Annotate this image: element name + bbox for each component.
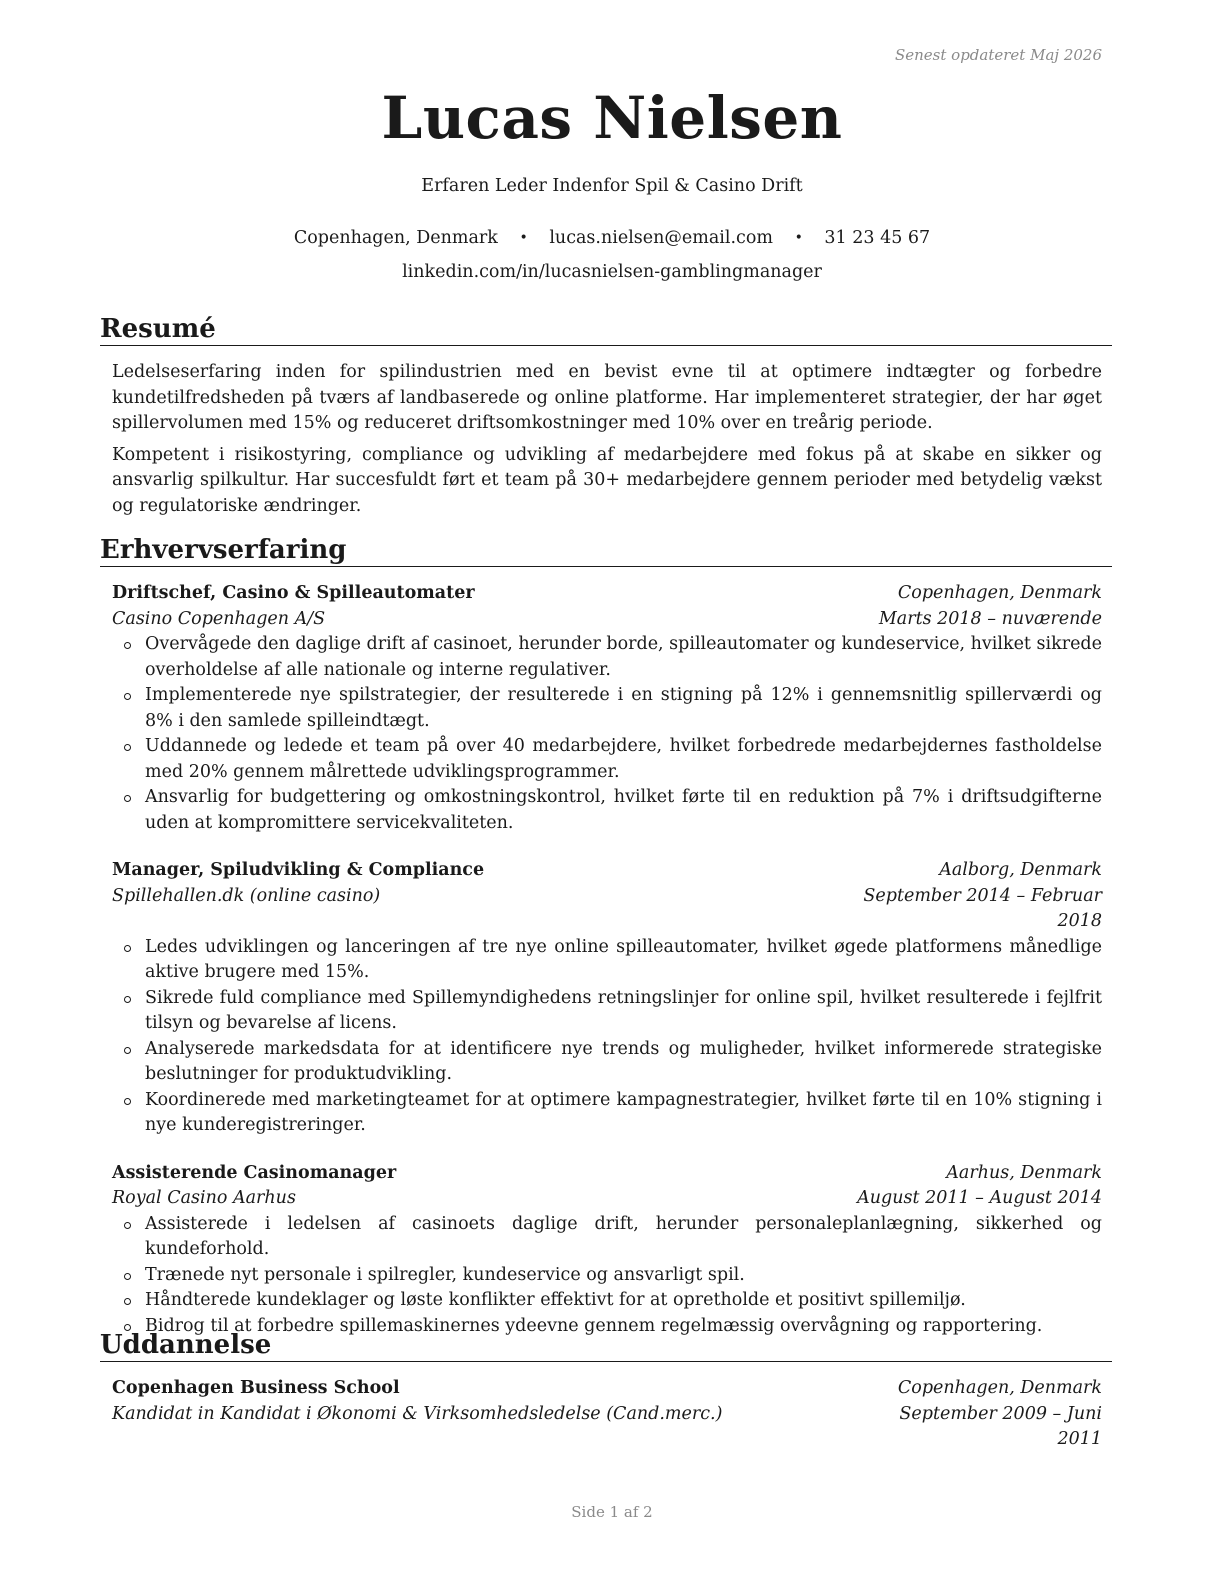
contact-linkedin[interactable]: linkedin.com/in/lucasnielsen-gamblingmanager: [402, 262, 822, 282]
list-item: Trænede nyt personale i spilregler, kundeservice og ansvarligt spil.: [112, 1263, 1102, 1289]
section-heading-experience: Erhvervserfaring: [100, 535, 1112, 567]
list-item: Håndterede kundeklager og løste konflikter effektivt for at opretholde et positivt spillemiljø.: [112, 1288, 1102, 1314]
job-location: Aalborg, Denmark: [939, 860, 1102, 880]
experience-section: [100, 535, 1112, 1339]
list-item: Koordinerede med marketingteamet for at optimere kampagnestrategier, hvilket førte til en 10% stigning i nye kunderegistreringer.: [112, 1088, 1102, 1139]
candidate-name: Lucas Nielsen: [381, 84, 843, 152]
education-dates: September 2009 – Juni 2011: [899, 1403, 1102, 1449]
degree-name: Kandidat in Kandidat i Økonomi & Virksomhedsledelse (Cand.merc.): [112, 1403, 723, 1424]
contact-line: [0, 228, 1224, 248]
list-item: Ansvarlig for budgettering og omkostningskontrol, hvilket førte til en reduktion på 7% i driftsudgifterne uden at kompromittere servicekvaliteten.: [112, 785, 1102, 836]
job-dates: August 2011 – August 2014: [857, 1188, 1102, 1208]
professional-title: Erfaren Leder Indenfor Spil & Casino Drift: [421, 176, 803, 196]
education-section: [100, 1330, 1112, 1453]
school-name: Copenhagen Business School: [112, 1378, 400, 1398]
list-item: Bidrog til at forbedre spillemaskinernes ydeevne gennem regelmæssig overvågning og rapportering.: [112, 1314, 1102, 1340]
job-dates: September 2014 – Februar 2018: [863, 885, 1102, 931]
list-item: Assisterede i ledelsen af casinoets daglige drift, herunder personaleplanlægning, sikkerhed og kundeforhold.: [112, 1212, 1102, 1263]
list-item: Uddannede og ledede et team på over 40 medarbejdere, hvilket forbedrede medarbejdernes fastholdelse med 20% gennem målrettede udviklingsprogrammer.: [112, 734, 1102, 785]
job-bullets: [112, 632, 1102, 836]
section-heading-education: Uddannelse: [100, 1330, 1112, 1362]
job-entry: [112, 1161, 1102, 1340]
contact-location: Copenhagen, Denmark: [293, 228, 498, 248]
summary-paragraph: Ledelseserfaring inden for spilindustrien med en bevist evne til at optimere indtægter og forbedre kundetilfredsheden på tværs af landbaserede og online platforme. Har implementeret strategier, der har øget spillervolumen med 15% og reduceret driftsomkostninger med 10% over en treårig periode.: [112, 362, 1102, 433]
job-location: Copenhagen, Denmark: [897, 583, 1102, 603]
contact-email[interactable]: lucas.nielsen@email.com: [549, 228, 773, 248]
job-entry: [112, 858, 1102, 1139]
job-dates: Marts 2018 – nuværende: [878, 608, 1102, 629]
list-item: Sikrede fuld compliance med Spillemyndighedens retningslinjer for online spil, hvilket resulterede i fejlfrit tilsyn og bevarelse af licens.: [112, 986, 1102, 1037]
job-company: Royal Casino Aarhus: [112, 1188, 296, 1208]
section-heading-summary: Resumé: [100, 314, 1112, 346]
page-number: Side 1 af 2: [571, 1503, 653, 1521]
bullet-separator-icon: •: [519, 230, 528, 246]
bullet-separator-icon: •: [794, 230, 803, 246]
summary-section: [100, 314, 1112, 519]
job-bullets: [112, 935, 1102, 1139]
list-item: Implementerede nye spilstrategier, der resulterede i en stigning på 12% i gennemsnitlig spillerværdi og 8% i den samlede spilleindtægt.: [112, 683, 1102, 734]
job-entry: [112, 581, 1102, 836]
last-updated: Senest opdateret Maj 2026: [894, 46, 1102, 64]
job-bullets: [112, 1212, 1102, 1340]
summary-paragraph: Kompetent i risikostyring, compliance og udvikling af medarbejdere med fokus på at skabe en sikker og ansvarlig spilkultur. Har succesfuldt ført et team på 30+ medarbejdere gennem perioder med betydelig vækst og regulatoriske ændringer.: [112, 444, 1102, 516]
summary-body: [100, 346, 1112, 519]
job-location: Aarhus, Denmark: [946, 1162, 1102, 1183]
education-entry: [112, 1376, 1102, 1453]
job-role: Driftschef, Casino & Spilleautomater: [112, 583, 475, 603]
list-item: Overvågede den daglige drift af casinoet, herunder borde, spilleautomater og kundeservice, hvilket sikrede overholdelse af alle nationale og interne regulativer.: [112, 632, 1102, 683]
contact-phone[interactable]: 31 23 45 67: [824, 228, 931, 248]
list-item: Analyserede markedsdata for at identificere nye trends og muligheder, hvilket informerede strategiske beslutninger for produktudvikling.: [112, 1037, 1102, 1088]
job-company: Casino Copenhagen A/S: [112, 608, 326, 629]
school-location: Copenhagen, Denmark: [897, 1378, 1102, 1398]
job-company: Spillehallen.dk (online casino): [112, 885, 381, 906]
job-role: Assisterende Casinomanager: [112, 1162, 397, 1183]
job-role: Manager, Spiludvikling & Compliance: [112, 860, 485, 880]
list-item: Ledes udviklingen og lanceringen af tre nye online spilleautomater, hvilket øgede platformens månedlige aktive brugere med 15%.: [112, 935, 1102, 986]
